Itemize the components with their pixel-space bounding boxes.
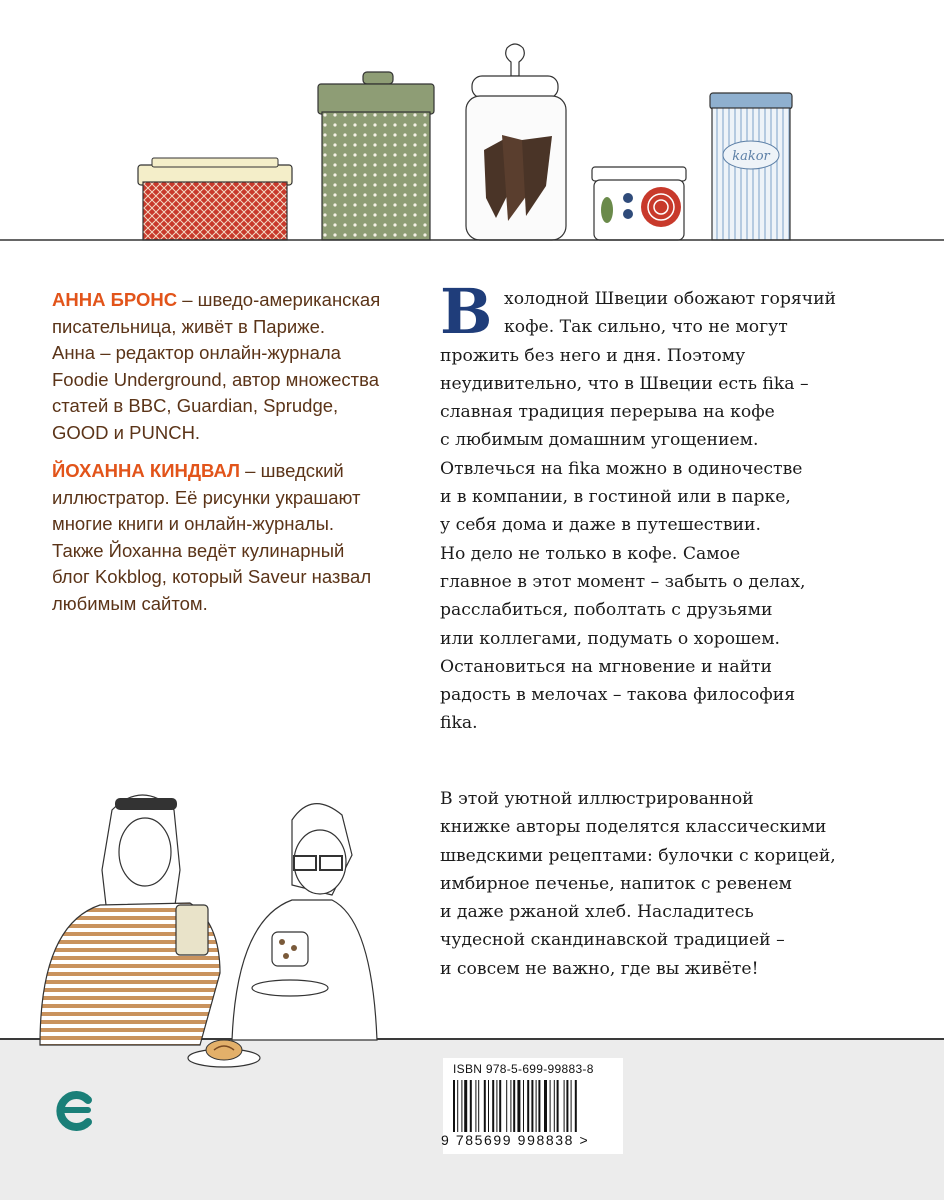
bio-line: Анна – редактор онлайн-журнала [52,342,341,363]
text-line: и даже ржаной хлеб. Насладитесь [440,902,754,923]
barcode-bar [566,1080,568,1132]
barcode-bar [499,1080,501,1132]
barcode-bar [488,1080,489,1132]
bio-line: GOOD и PUNCH. [52,421,201,443]
barcode-bar [550,1080,551,1132]
text-line: Отвлечься на fika можно в одиночестве [440,458,803,479]
isbn-digits: 9 785699 998838 > [441,1132,590,1148]
text-line: или коллегами, подумать о хорошем. [440,628,781,649]
green-tin [318,72,434,240]
text-line: Остановиться на мгновение и найти [440,656,772,677]
barcode-bar [461,1080,462,1132]
barcode-bar [470,1080,472,1132]
text-line: у себя дома и даже в путешествии. [440,515,761,536]
text-line: и совсем не важно, где вы живёте! [440,958,759,979]
barcode-bar [484,1080,486,1132]
bio-line: статей в BBC, Guardian, Sprudge, [52,395,339,416]
text-line: славная традиция перерыва на кофе [440,402,775,423]
jar-label: kakor [732,149,770,164]
woman-right [232,804,377,1040]
barcode-bar [510,1080,511,1132]
text-line: fika. [440,713,478,734]
bio-line: – шведо-американская [177,289,381,310]
text-line: книжке авторы поделятся классическими [440,817,827,838]
publisher-logo-icon [52,1082,96,1138]
text-line: и в компании, в гостиной или в парке, [440,487,791,508]
barcode-bar [531,1080,533,1132]
barcode-bar [475,1080,476,1132]
barcode-bar [557,1080,559,1132]
text-line: имбирное печенье, напиток с ревенем [440,873,792,894]
barcode-bar [544,1080,547,1132]
small-jar [592,167,686,240]
text-line: главное в этот момент – забыть о делах, [440,571,806,592]
blue-tin [710,93,792,240]
barcode-graphic [453,1080,613,1132]
red-tin [138,158,292,240]
text-line: расслабиться, поболтать с друзьями [440,600,773,621]
bio-line: писательница, живёт в Париже. [52,315,325,337]
barcode-bar [506,1080,507,1132]
text-line: В этой уютной иллюстрированной [440,789,754,809]
dropcap: В [440,275,493,348]
jars-illustration [0,0,944,250]
text-line: неудивительно, что в Швеции есть fika – [440,373,809,394]
barcode-bar [464,1080,467,1132]
barcode-bar [478,1080,479,1132]
barcode-bar [527,1080,529,1132]
bio-line: многие книги и онлайн-журналы. [52,513,335,534]
barcode-bar [517,1080,520,1132]
woman-left [40,795,220,1045]
author-name: ЙОХАННА КИНДВАЛ [52,460,241,481]
text-line: радость в мелочах – такова философия [440,685,796,706]
people-illustration [0,780,430,1070]
barcode-bar [523,1080,524,1132]
barcode-bar [457,1080,458,1132]
barcode-bar [575,1080,577,1132]
barcode-bar [496,1080,497,1132]
author-bio-anna [52,287,412,446]
bio-line: Также Йоханна ведёт кулинарный [52,539,345,561]
isbn-label: ISBN 978-5-699-99883-8 [453,1062,594,1076]
text-line: холодной Швеции обожают горячий [504,289,837,309]
bio-line: блог Kokblog, который Saveur назвал [52,566,372,587]
barcode-bar [554,1080,555,1132]
text-line: Но дело не только в кофе. Самое [440,543,741,564]
barcode-bar [536,1080,537,1132]
barcode-bar [538,1080,540,1132]
text-line: чудесной скандинавской традицией – [440,930,785,951]
text-line: кофе. Так сильно, что не могут [504,317,788,338]
barcode-bar [571,1080,572,1132]
bio-line: любимым сайтом. [52,592,208,614]
author-bio-johanna [52,458,412,617]
description-paragraph-1 [440,275,910,738]
barcode-bar [453,1080,455,1132]
barcode-bar [513,1080,515,1132]
description-paragraph-2 [440,785,910,983]
barcode-bar [492,1080,494,1132]
barcode-bar [564,1080,565,1132]
glass-jar [466,44,566,240]
text-line: шведскими рецептами: булочки с корицей, [440,845,836,866]
bio-line: иллюстратор. Её рисунки украшают [52,486,361,508]
text-line: с любимым домашним угощением. [440,430,759,451]
bio-line: Foodie Underground, автор множества [52,368,379,390]
text-line: прожить без него и дня. Поэтому [440,345,746,366]
bio-line: – шведский [240,460,344,481]
author-name: АННА БРОНС [52,289,178,310]
